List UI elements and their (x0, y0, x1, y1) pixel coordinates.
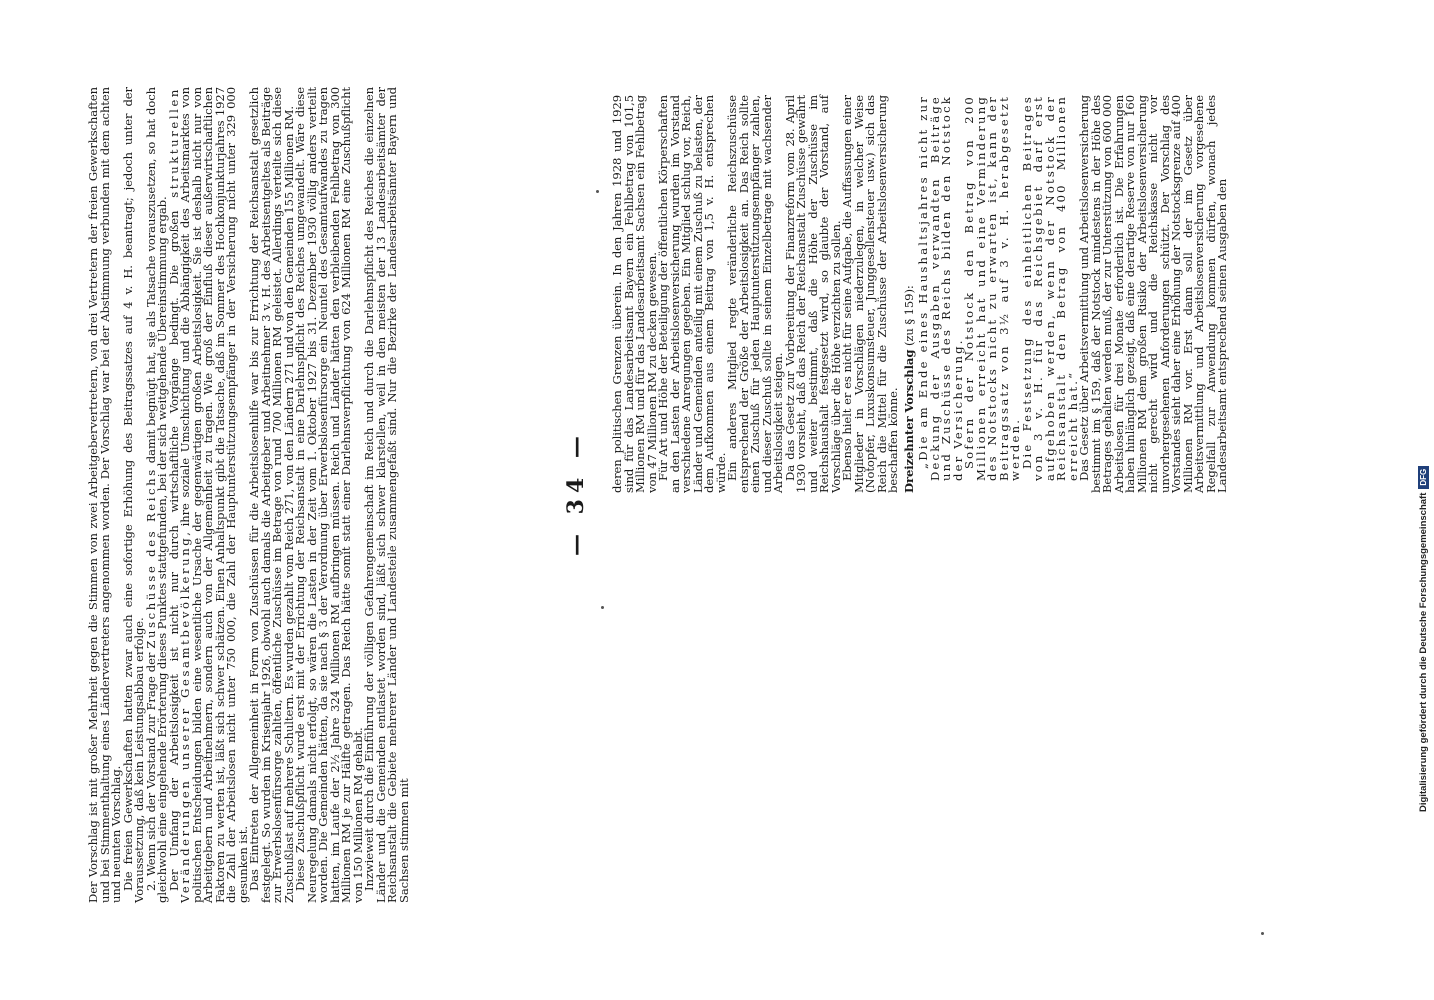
quote-paragraph: „Die am Ende eines Haushaltsjahres nicht zur Deckung der Ausgaben verwandten Beiträge und Zuschüsse des Reichs bilden den Notstock der Versicherung. (916, 95, 965, 481)
right-text-column (612, 95, 1272, 493)
paragraph: Der Umfang der Arbeitslosigkeit ist nicht nur durch wirtschaftliche Vorgänge bedingt. Die großen strukturellen Veränderungen unserer Gesamtbevölkerung, ihre soziale Umschichtung und die Abhängigkeit des Arbeitsmarktes von politischen Entscheidungen bilden eine wesentliche Ursache der gegenwärtigen großen Arbeitslosigkeit. Sie ist deshalb nicht nur von Arbeitgebern und Arbeitnehmern, sondern auch von der Allgemeinheit zu tragen. Wie groß der Einfluß dieser außerwirtschaftlichen Faktoren zu werten ist, läßt sich schwer schätzen. Einen Anhaltspunkt gibt die Tatsache, daß im Sommer des Hochkonjunkturjahres 1927 die Zahl der Arbeitslosen nicht unter 750 000, die Zahl der Hauptunterstützungsempfänger in der Versicherung nicht unter 329 000 gesunken ist. (166, 87, 250, 903)
paragraph: Ebenso hielt er es nicht für seine Aufgabe, die Auffassungen einer Mitglieder in Vorschlägen niederzulegen, in welcher Weise (Notopfer, Luxuskonsumsteuer, Junggesellensteuer usw.) sich das Reich die Mittel für die Zuschüsse der Arbeitslosenversicherung beschaffen könne. (840, 95, 900, 493)
paragraph: Die freien Gewerkschaften hatten zwar auch eine sofortige Erhöhung des Beitragssatzes auf 4 v. H. beantragt; jedoch unter der Voraussetzung, daß kein Leistungsabbau erfolge. (120, 87, 146, 903)
digitization-credit (1418, 466, 1429, 812)
scan-speck (1261, 932, 1264, 935)
quote-paragraph: Sofern der Notstock den Betrag von 200 Millionen erreicht hat und eine Verminderung des Notstocks nicht zu erwarten ist, kann der Beitragssatz von 3½ auf 3 v. H. herabgesetzt werden. (962, 95, 1022, 481)
paragraph: Das Gesetz über Arbeitsvermittlung und Arbeitslosenversicherung bestimmt im § 159, daß der Notstock mindestens in der Höhe des Betrages gehalten werden muß, der zur Unterstützung von 600 000 Arbeitslosen für drei Monate erforderlich ist. Die Erfahrungen haben hinlänglich gezeigt, daß eine derartige Reserve von nur 160 Millionen RM dem großen Risiko der Arbeitslosenversicherung nicht gerecht wird und die Reichskasse nicht vor unvorhergesehenen Anforderungen schützt. Der Vorschlag des Vorstandes sieht daher eine Erhöhung der Notstocksgrenze auf 400 Millionen RM vor. Erst dann soll der im Gesetz über Arbeitsvermittlung und Arbeitslosenversicherung vorgesehene Regelfall zur Anwendung kommen dürfen, wonach jedes Landesarbeitsamt entsprechend seinen Ausgaben den (1077, 95, 1229, 493)
left-text-column (88, 87, 556, 903)
dfg-logo: DFG (1418, 466, 1429, 489)
paragraph: Das Eintreten der Allgemeinheit in Form von Zuschüssen für die Arbeitslosenhilfe war bis zur Errichtung der Reichsanstalt gesetzlich festgelegt. So wurden im Krisenjahr 1926, obwohl auch damals die Arbeitgeber und Arbeitnehmer 3 v. H. des Arbeitsentgeltes als Beiträge zur Erwerbslosenfürsorge zahlten, öffentliche Zuschüsse im Betrage von rund 700 Millionen RM geleistet. Allerdings verteilte sich diese Zuschußlast auf mehrere Schultern. Es wurden gezahlt vom Reich 271, von den Ländern 271 und von den Gemeinden 155 Millionen RM. (247, 87, 296, 903)
scan-speck (601, 606, 604, 609)
paragraph: deren politischen Grenzen überein. In den Jahren 1928 und 1929 sind für das Landesarbeitsamt Bayern ein Fehlbetrag von 101,5 Millionen RM und für das Landesarbeitsamt Sachsen ein Fehlbetrag von 47 Millionen RM zu decken gewesen. (610, 95, 659, 493)
paragraph: Der Vorschlag ist mit großer Mehrheit gegen die Stimmen von zwei Arbeitgebervertretern, von drei Vertretern der freien Gewerkschaften und bei Stimmenthaltung eines Ländervertreters angenommen worden. Der Vorschlag war bei der Abstimmung verbunden mit dem achten und neunten Vorschlag. (86, 87, 123, 903)
credit-text: Digitalisierung gefördert durch die Deutsche Forschungsgemeinschaft (1418, 492, 1429, 812)
paragraph: Da das Gesetz zur Vorbereitung der Finanzreform vom 28. April 1930 vorsieht, daß das Reich der Reichsanstalt Zuschüsse gewährt und weiter bestimmt, daß die Höhe der Zuschüsse im Reichshaushalt festgesetzt wird, so glaubte der Vorstand, auf Vorschläge über die Höhe verzichten zu sollen. (782, 95, 843, 493)
paragraph: Diese Zuschußpflicht wurde erst mit der Errichtung der Reichsanstalt in eine Darlehnspflicht des Reiches umgewandelt. Wäre diese Neuregelung damals nicht erfolgt, so wären die Lasten in der Zeit vom 1. Oktober 1927 bis 31. Dezember 1930 völlig anders verteilt worden. Die Gemeinden hätten, da sie nach § 3 der Verordnung über Erwerbslosenfürsorge ein Neuntel des Gesamtaufwandes zu tragen hatten, im Laufe der 2½ Jahre 324 Millionen RM aufbringen müssen. Reich und Länder hätten den verbleibenden Fehlbetrag von 300 Millionen RM je zur Hälfte getragen. Das Reich hätte somit statt einer Darlehnsverpflichtung von 624 Millionen RM eine Zuschußpflicht von 150 Millionen RM gehabt. (293, 87, 365, 903)
page-number: — 34 — (563, 430, 589, 556)
quote-paragraph: Die Festsetzung des einheitlichen Beitrages von 3 v. H. für das Reichsgebiet darf erst aufgehoben werden, wenn der Notstock der Reichsanstalt den Betrag von 400 Millionen erreicht hat.“ (1019, 95, 1080, 481)
paragraph: Ein anderes Mitglied regte veränderliche Reichszuschüsse entsprechend der Größe der Arbeitslosigkeit an. Das Reich sollte einen Zuschuß für jeden Hauptunterstützungsempfänger zahlen, und dieser Zuschuß sollte in seinem Einzelbetrage mit wachsender Arbeitslosigkeit steigen. (725, 95, 785, 493)
section-heading: Dreizehnter Vorschlag (zu § 159): (901, 285, 916, 493)
paragraph: Für Art und Höhe der Beteiligung der öffentlichen Körperschaften an den Lasten der Arbeitslosenversicherung wurden im Vorstand verschiedene Anregungen gegeben. Ein Mitglied schlug vor, Reich, Länder und Gemeinden anteilig mit einem Zuschuß zu belasten, der dem Aufkommen aus einem Beitrag von 1,5 v. H. entsprechen würde. (656, 95, 728, 493)
paragraph: 2. Wenn sich der Vorstand zur Frage der Zuschüsse des Reichs damit begnügt hat, sie als Tatsache vorauszusetzen, so hat doch gleichwohl eine eingehende Erörterung dieses Punktes stattgefunden, bei der sich weitgehende Übereinstimmung ergab. (143, 87, 169, 903)
scan-speck (596, 190, 599, 193)
paragraph: Inzwieweit durch die Einführung der völligen Gefahrengemeinschaft im Reich und durch die Darlehnspflicht des Reiches die einzelnen Länder und die Gemeinden entlastet worden sind, läßt sich schwer klarstellen, weil in den meisten der 13 Landesarbeitsämter der Reichsanstalt die Gebiete mehrerer Länder und Landesteile zusammengefaßt sind. Nur die Bezirke der Landesarbeitsämter Bayern und Sachsen stimmen mit (362, 87, 411, 903)
